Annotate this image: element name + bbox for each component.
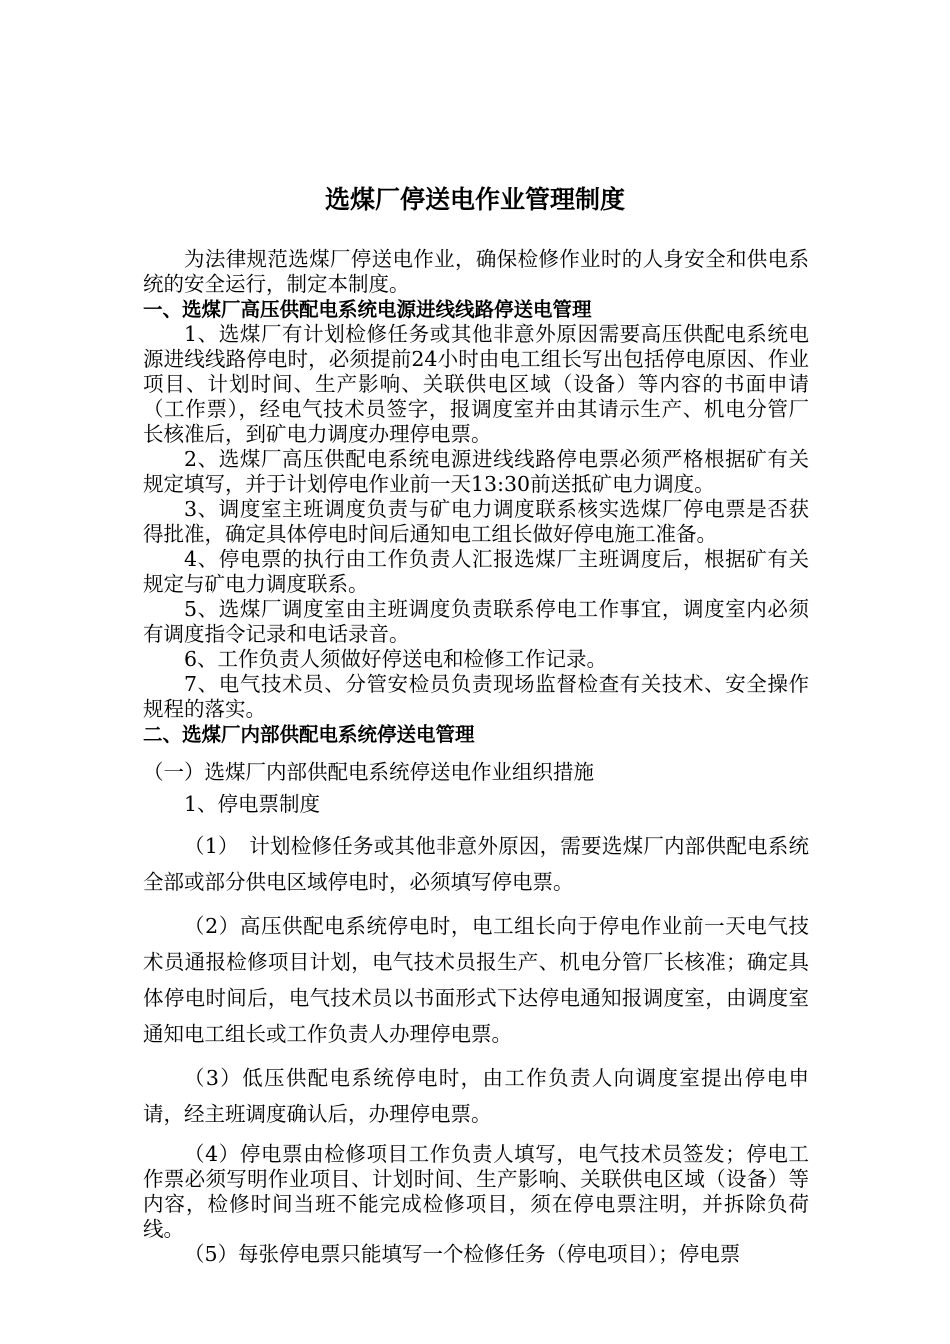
- section-1-item: 3、调度室主班调度负责与矿电力调度联系核实选煤厂停电票是否获得批准，确定具体停电时间后通知电工组长做好停电施工准备。: [143, 497, 809, 546]
- section-1-item: 4、停电票的执行由工作负责人汇报选煤厂主班调度后，根据矿有关规定与矿电力调度联系。: [143, 547, 809, 596]
- intro-paragraph: 为法律规范选煤厂停送电作业，确保检修作业时的人身安全和供电系统的安全运行，制定本制度。: [143, 247, 809, 296]
- section-2-item: （2）高压供配电系统停电时，电工组长向于停电作业前一天电气技术员通报检修项目计划，电气技术员报生产、机电分管厂长核准；确定具体停电时间后，电气技术员以书面形式下达停电通知报调度室，由调度室通知电工组长或工作负责人办理停电票。: [143, 914, 809, 1046]
- section-1-item: 1、选煤厂有计划检修任务或其他非意外原因需要高压供配电系统电源进线线路停电时，必须提前24小时由电工组长写出包括停电原因、作业项目、计划时间、生产影响、关联供电区域（设备）等内容的书面申请（工作票），经电气技术员签字，报调度室并由其请示生产、机电分管厂长核准后，到矿电力调度办理停电票。: [143, 322, 809, 446]
- section-1-item: 5、选煤厂调度室由主班调度负责联系停电工作事宜，调度室内必须有调度指令记录和电话录音。: [143, 597, 809, 646]
- section-2-item: （5）每张停电票只能填写一个检修任务（停电项目）；停电票: [184, 1242, 741, 1266]
- section-1-item: 7、电气技术员、分管安检员负责现场监督检查有关技术、安全操作规程的落实。: [143, 672, 809, 721]
- section-2-item: （3）低压供配电系统停电时，由工作负责人向调度室提出停电申请，经主班调度确认后，办理停电票。: [143, 1066, 809, 1126]
- section-1-heading: 一、选煤厂高压供配电系统电源进线线路停送电管理: [143, 298, 592, 321]
- section-2-item: （4）停电票由检修项目工作负责人填写，电气技术员签发；停电工作票必须写明作业项目、计划时间、生产影响、关联供电区域（设备）等内容，检修时间当班不能完成检修项目，须在停电票注明，并拆除负荷线。: [143, 1142, 809, 1241]
- section-2-subitem: 1、停电票制度: [184, 792, 321, 816]
- section-1-item: 6、工作负责人须做好停送电和检修工作记录。: [184, 647, 608, 671]
- section-2-item: （1） 计划检修任务或其他非意外原因，需要选煤厂内部供配电系统全部或部分供电区域停电时，必须填写停电票。: [143, 834, 809, 894]
- section-1-item: 2、选煤厂高压供配电系统电源进线线路停电票必须严格根据矿有关规定填写，并于计划停电作业前一天13:30前送抵矿电力调度。: [143, 447, 809, 496]
- section-2-subheading: （一）选煤厂内部供配电系统停送电作业组织措施: [143, 760, 594, 784]
- document-body: [143, 247, 809, 1267]
- document-title: 选煤厂停送电作业管理制度: [324, 185, 625, 214]
- section-2-heading: 二、选煤厂内部供配电系统停送电管理: [143, 723, 475, 746]
